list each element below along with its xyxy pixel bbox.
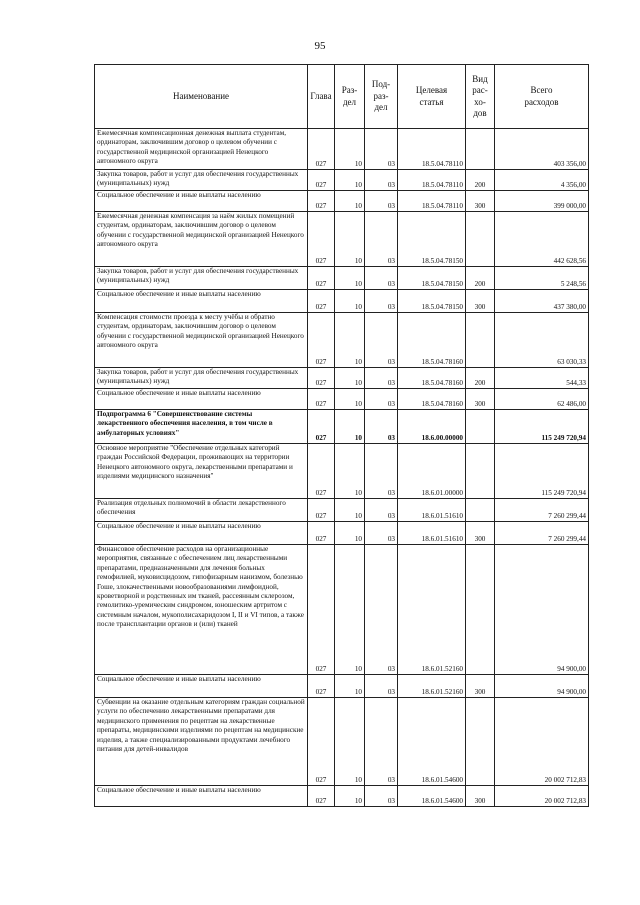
cell-razdel: 10 [335, 129, 365, 170]
cell-podrazdel: 03 [365, 522, 398, 545]
cell-vid [466, 698, 495, 786]
cell-podrazdel: 03 [365, 170, 398, 191]
table-row [95, 675, 589, 698]
cell-razdel: 10 [335, 170, 365, 191]
cell-name: Подпрограмма 6 "Совершенствование системы лекарственного обеспечения населения, в том числе в амбулаторных условиях" [95, 410, 308, 444]
table-body [95, 129, 589, 807]
cell-name: Ежемесячная денежная компенсация за наём жилых помещений студентам, ординаторам, заключившим договор о целевом обучении с государственной медицинской организацией Ненецкого автономного округа [95, 212, 308, 267]
cell-name: Социальное обеспечение и иные выплаты населению [95, 786, 308, 807]
cell-glava: 027 [308, 545, 335, 675]
cell-vsego: 544,33 [495, 368, 589, 389]
cell-glava: 027 [308, 389, 335, 410]
cell-vid [466, 313, 495, 368]
cell-razdel: 10 [335, 698, 365, 786]
cell-celevaya: 18.6.01.51610 [398, 499, 466, 522]
header-vsego: Всего расходов [495, 65, 589, 129]
cell-name: Социальное обеспечение и иные выплаты населению [95, 389, 308, 410]
cell-name: Закупка товаров, работ и услуг для обеспечения государственных (муниципальных) нужд [95, 368, 308, 389]
cell-vid: 200 [466, 170, 495, 191]
cell-celevaya: 18.5.04.78160 [398, 313, 466, 368]
cell-razdel: 10 [335, 675, 365, 698]
cell-celevaya: 18.5.04.78150 [398, 212, 466, 267]
cell-vid: 300 [466, 786, 495, 807]
cell-podrazdel: 03 [365, 786, 398, 807]
cell-vsego: 5 248,56 [495, 267, 589, 290]
cell-vsego: 437 380,00 [495, 290, 589, 313]
cell-podrazdel: 03 [365, 191, 398, 212]
header-razdel: Раз- дел [335, 65, 365, 129]
cell-celevaya: 18.6.01.52160 [398, 545, 466, 675]
cell-name: Компенсация стоимости проезда к месту учёбы и обратно студентам, ординаторам, заключившим договор о целевом обучении с государственной медицинской организацией Ненецкого автономного округа [95, 313, 308, 368]
cell-celevaya: 18.6.01.54600 [398, 698, 466, 786]
cell-podrazdel: 03 [365, 444, 398, 499]
cell-vid: 300 [466, 389, 495, 410]
page-number: 95 [314, 40, 326, 52]
cell-glava: 027 [308, 129, 335, 170]
cell-celevaya: 18.5.04.78110 [398, 191, 466, 212]
table-row [95, 389, 589, 410]
header-celevaya: Целевая статья [398, 65, 466, 129]
cell-razdel: 10 [335, 290, 365, 313]
cell-name: Ежемесячная компенсационная денежная выплата студентам, ординаторам, заключившим договор о целевом обучении с государственной медицинской организацией Ненецкого автономного округа [95, 129, 308, 170]
cell-glava: 027 [308, 698, 335, 786]
cell-podrazdel: 03 [365, 410, 398, 444]
cell-vsego: 399 000,00 [495, 191, 589, 212]
header-vid: Вид рас- хо- дов [466, 65, 495, 129]
cell-vid [466, 129, 495, 170]
cell-name: Социальное обеспечение и иные выплаты населению [95, 290, 308, 313]
cell-vsego: 4 356,00 [495, 170, 589, 191]
cell-vsego: 62 486,00 [495, 389, 589, 410]
cell-celevaya: 18.5.04.78150 [398, 267, 466, 290]
cell-glava: 027 [308, 410, 335, 444]
cell-name: Финансовое обеспечение расходов на организационные мероприятия, связанные с обеспечением лиц лекарственными препаратами, предназначенными для лечения больных гемофилией, муковисцидозом, гипофизарным нанизмом, болезнью Гоше, злокачественными новообразованиями лимфоидной, кроветворной и родственных им тканей, рассеянным склерозом, гемолитико-уремическим синдромом, юношеским артритом с системным началом, мукополисахаридозом I, II и VI типов, а также после трансплантации органов и (или) тканей [95, 545, 308, 675]
table-row [95, 129, 589, 170]
table-row [95, 212, 589, 267]
cell-vsego: 403 356,00 [495, 129, 589, 170]
cell-celevaya: 18.5.04.78160 [398, 368, 466, 389]
table-row [95, 698, 589, 786]
cell-vsego: 115 249 720,94 [495, 444, 589, 499]
cell-vid: 300 [466, 191, 495, 212]
cell-name: Социальное обеспечение и иные выплаты населению [95, 522, 308, 545]
cell-vid: 300 [466, 290, 495, 313]
cell-vsego: 20 002 712,83 [495, 698, 589, 786]
cell-vsego: 94 900,00 [495, 675, 589, 698]
cell-razdel: 10 [335, 313, 365, 368]
cell-razdel: 10 [335, 368, 365, 389]
cell-glava: 027 [308, 267, 335, 290]
cell-vid: 300 [466, 522, 495, 545]
cell-podrazdel: 03 [365, 545, 398, 675]
cell-razdel: 10 [335, 212, 365, 267]
cell-razdel: 10 [335, 545, 365, 675]
cell-podrazdel: 03 [365, 499, 398, 522]
cell-vsego: 7 260 299,44 [495, 499, 589, 522]
cell-podrazdel: 03 [365, 675, 398, 698]
cell-vid [466, 212, 495, 267]
cell-celevaya: 18.6.00.00000 [398, 410, 466, 444]
cell-name: Субвенции на оказание отдельным категориям граждан социальной услуги по обеспечению лекарственными препаратами для медицинского применения по рецептам на лекарственные препараты, медицинскими изделиями по рецептам на медицинские изделия, а также специализированными продуктами лечебного питания для детей-инвалидов [95, 698, 308, 786]
cell-glava: 027 [308, 191, 335, 212]
cell-razdel: 10 [335, 522, 365, 545]
cell-celevaya: 18.5.04.78110 [398, 129, 466, 170]
cell-celevaya: 18.6.01.54600 [398, 786, 466, 807]
header-podrazdel: Под- раз- дел [365, 65, 398, 129]
cell-glava: 027 [308, 368, 335, 389]
cell-vid [466, 410, 495, 444]
cell-glava: 027 [308, 675, 335, 698]
cell-podrazdel: 03 [365, 389, 398, 410]
cell-name: Социальное обеспечение и иные выплаты населению [95, 675, 308, 698]
cell-vid [466, 444, 495, 499]
cell-celevaya: 18.6.01.52160 [398, 675, 466, 698]
cell-name: Закупка товаров, работ и услуг для обеспечения государственных (муниципальных) нужд [95, 267, 308, 290]
cell-glava: 027 [308, 212, 335, 267]
cell-podrazdel: 03 [365, 368, 398, 389]
cell-name: Закупка товаров, работ и услуг для обеспечения государственных (муниципальных) нужд [95, 170, 308, 191]
budget-table [94, 64, 589, 807]
cell-razdel: 10 [335, 410, 365, 444]
cell-glava: 027 [308, 786, 335, 807]
cell-vsego: 115 249 720,94 [495, 410, 589, 444]
cell-vid: 200 [466, 368, 495, 389]
cell-glava: 027 [308, 313, 335, 368]
cell-celevaya: 18.5.04.78160 [398, 389, 466, 410]
cell-name: Основное мероприятие "Обеспечение отдельных категорий граждан Российской Федерации, проживающих на территории Ненецкого автономного округа, лекарственными препаратами и изделиями медицинского назначения" [95, 444, 308, 499]
cell-glava: 027 [308, 444, 335, 499]
cell-name: Социальное обеспечение и иные выплаты населению [95, 191, 308, 212]
cell-vsego: 20 002 712,83 [495, 786, 589, 807]
table-row [95, 499, 589, 522]
table-row [95, 545, 589, 675]
table-row [95, 170, 589, 191]
table-row [95, 191, 589, 212]
cell-podrazdel: 03 [365, 698, 398, 786]
cell-celevaya: 18.5.04.78150 [398, 290, 466, 313]
cell-celevaya: 18.6.01.00000 [398, 444, 466, 499]
cell-podrazdel: 03 [365, 212, 398, 267]
table-header-row [95, 65, 589, 129]
table-row [95, 522, 589, 545]
cell-vsego: 442 628,56 [495, 212, 589, 267]
cell-podrazdel: 03 [365, 313, 398, 368]
cell-podrazdel: 03 [365, 267, 398, 290]
cell-podrazdel: 03 [365, 290, 398, 313]
cell-glava: 027 [308, 290, 335, 313]
header-name: Наименование [95, 65, 308, 129]
table-row [95, 444, 589, 499]
cell-vid [466, 545, 495, 675]
table-row [95, 786, 589, 807]
table-row [95, 313, 589, 368]
cell-celevaya: 18.6.01.51610 [398, 522, 466, 545]
cell-vid: 200 [466, 267, 495, 290]
cell-podrazdel: 03 [365, 129, 398, 170]
table-row [95, 368, 589, 389]
cell-razdel: 10 [335, 499, 365, 522]
cell-glava: 027 [308, 499, 335, 522]
cell-razdel: 10 [335, 267, 365, 290]
cell-vsego: 63 030,33 [495, 313, 589, 368]
cell-razdel: 10 [335, 389, 365, 410]
table-row [95, 410, 589, 444]
cell-vsego: 94 900,00 [495, 545, 589, 675]
cell-vid: 300 [466, 675, 495, 698]
cell-razdel: 10 [335, 786, 365, 807]
cell-celevaya: 18.5.04.78110 [398, 170, 466, 191]
cell-glava: 027 [308, 170, 335, 191]
cell-razdel: 10 [335, 191, 365, 212]
header-glava: Глава [308, 65, 335, 129]
table-row [95, 267, 589, 290]
table-row [95, 290, 589, 313]
cell-vid [466, 499, 495, 522]
cell-glava: 027 [308, 522, 335, 545]
cell-name: Реализация отдельных полномочий в области лекарственного обеспечения [95, 499, 308, 522]
cell-razdel: 10 [335, 444, 365, 499]
cell-vsego: 7 260 299,44 [495, 522, 589, 545]
